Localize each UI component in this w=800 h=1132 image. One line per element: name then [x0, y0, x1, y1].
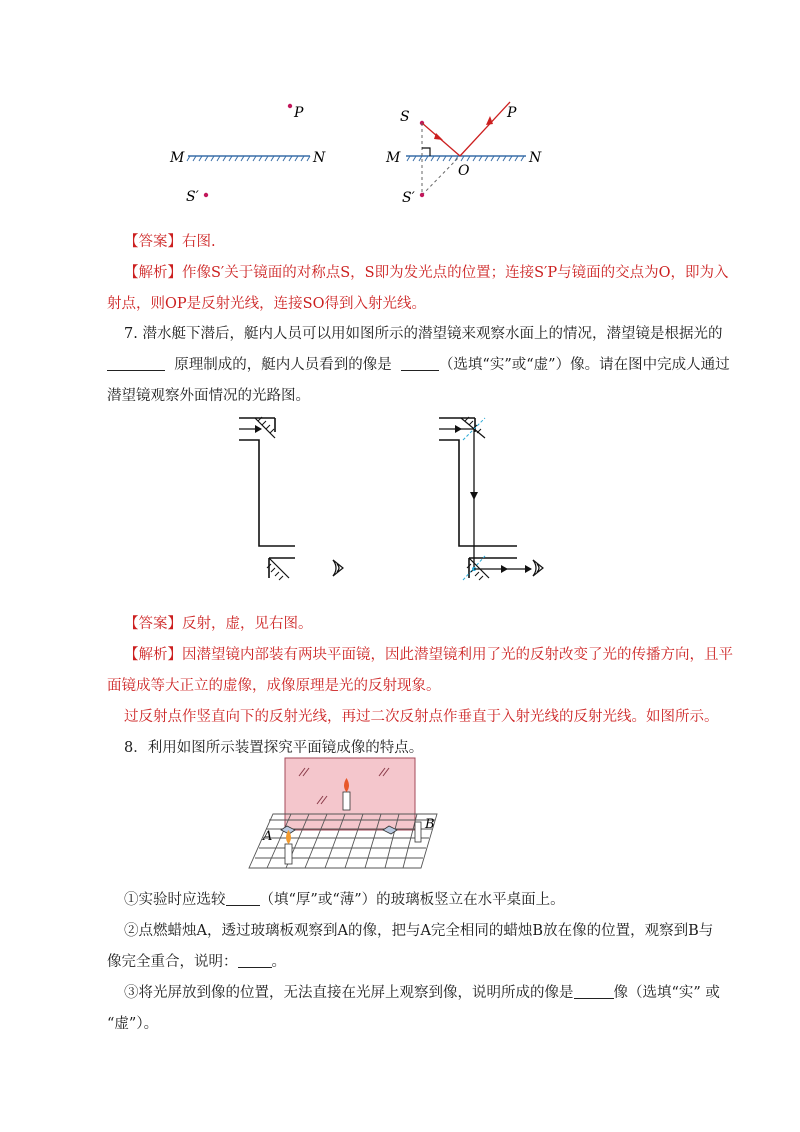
blank-2[interactable] [401, 356, 439, 371]
candle-image [343, 792, 350, 810]
q8-item3-line1 [124, 982, 720, 1004]
eye-icon [333, 560, 343, 576]
q7-text-a: 原理制成的，艇内人员看到的像是 [174, 357, 392, 373]
label-candle-b: B [425, 817, 435, 832]
q7-question-line1: 7. 潜水艇下潜后，艇内人员可以用如图所示的潜望镜来观察水面上的情况，潜望镜是根据光的 [124, 326, 723, 342]
answer-tag: 【答案】 [124, 616, 182, 632]
candle-a [285, 844, 292, 864]
arrow-down-icon [470, 492, 478, 500]
mirror-hatch-left [187, 156, 310, 161]
label-p-right: P [507, 105, 517, 121]
point-s-prime-dot [204, 193, 208, 197]
eye-icon-right [533, 560, 543, 576]
mirror-hatch-right [407, 156, 524, 161]
blank-image-type[interactable] [574, 984, 614, 999]
answer-text: 反射，虚，见右图。 [182, 616, 313, 632]
point-p-dot [288, 104, 292, 108]
answer-tag: 【答案】 [124, 234, 182, 250]
periscope-right [439, 418, 517, 578]
q8-item2-text-a: 像完全重合，说明： [107, 954, 238, 970]
figure-mirror-reflection [160, 90, 560, 215]
extension-dashed [422, 156, 460, 195]
q6-analysis-line2: 射点，则OP是反射光线，连接SO得到入射光线。 [107, 296, 426, 312]
figure-periscope [225, 408, 585, 593]
label-m-left: M [170, 150, 185, 166]
arrow-right-icon [255, 425, 262, 433]
q8-item2-text-b: 。 [271, 954, 286, 970]
q7-analysis-line2: 面镜成等大正立的虚像，成像原理是光的反射现象。 [107, 678, 441, 694]
analysis-tag: 【解析】 [124, 265, 182, 281]
mirror-top-right [461, 417, 485, 438]
mirror-bottom-left [267, 558, 289, 580]
arrow-right-icon-4 [525, 565, 532, 573]
q7-text-b: （选填“实”或“虚”）像。请在图中完成人通过 [438, 357, 730, 373]
answer-text: 右图. [182, 234, 216, 250]
label-p-left: P [294, 105, 304, 121]
q7-question-line3: 潜望镜观察外面情况的光路图。 [107, 388, 310, 404]
q6-answer [124, 231, 710, 253]
label-n-left: N [313, 150, 326, 166]
point-s-prime-dot-right [420, 193, 424, 197]
q7-analysis-line3: 过反射点作竖直向下的反射光线，再过二次反射点作垂直于入射光线的反射光线。如图所示。 [124, 709, 719, 725]
blank-conclusion[interactable] [238, 953, 272, 968]
q8-item3-text-b: 像（选填“实” 或 [613, 985, 720, 1001]
q7-question-line2 [107, 354, 730, 376]
arrow-right-icon-3 [501, 565, 508, 573]
blank-1[interactable] [107, 356, 165, 371]
label-candle-a: A [263, 829, 273, 844]
label-s-prime-left: S′ [186, 189, 199, 205]
q8-item2-line1: ②点燃蜡烛A，透过玻璃板观察到A的像，把与A完全相同的蜡烛B放在像的位置，观察到B与 [124, 923, 714, 939]
q6-analysis-line1 [124, 262, 729, 284]
periscope-left [239, 418, 295, 578]
reflected-ray [460, 102, 510, 156]
q8-question: 8．利用如图所示装置探究平面镜成像的特点。 [124, 740, 424, 756]
analysis-text: 因潜望镜内部装有两块平面镜，因此潜望镜利用了光的反射改变了光的传播方向，且平 [182, 647, 733, 663]
q8-item1 [124, 889, 710, 911]
arrow-right-icon-2 [455, 425, 462, 433]
reflected-arrow-icon [486, 116, 493, 125]
q7-analysis-line1 [124, 644, 733, 666]
label-o: O [458, 163, 470, 179]
figure-plane-mirror-experiment [245, 756, 465, 872]
q8-item3-text-a: ③将光屏放到像的位置，无法直接在光屏上观察到像，说明所成的像是 [124, 985, 574, 1001]
right-angle-mark [422, 148, 430, 156]
blank-thickness[interactable] [226, 891, 260, 906]
q7-answer [124, 613, 710, 635]
candle-b [415, 822, 421, 842]
q8-item3-line2: “虚”）。 [107, 1016, 159, 1032]
label-s-right: S [400, 109, 410, 125]
label-m-right: M [386, 150, 401, 166]
analysis-text: 作像S′关于镜面的对称点S，S即为发光点的位置；连接S′P与镜面的交点为O，即为入 [182, 265, 729, 281]
analysis-tag: 【解析】 [124, 647, 182, 663]
q8-item1-text-a: ①实验时应选较 [124, 892, 226, 908]
label-s-prime-right: S′ [402, 190, 415, 206]
label-n-right: N [529, 150, 542, 166]
q8-item1-text-b: （填“厚”或“薄”）的玻璃板竖立在水平桌面上。 [259, 892, 565, 908]
q8-item2-line2 [107, 951, 710, 973]
